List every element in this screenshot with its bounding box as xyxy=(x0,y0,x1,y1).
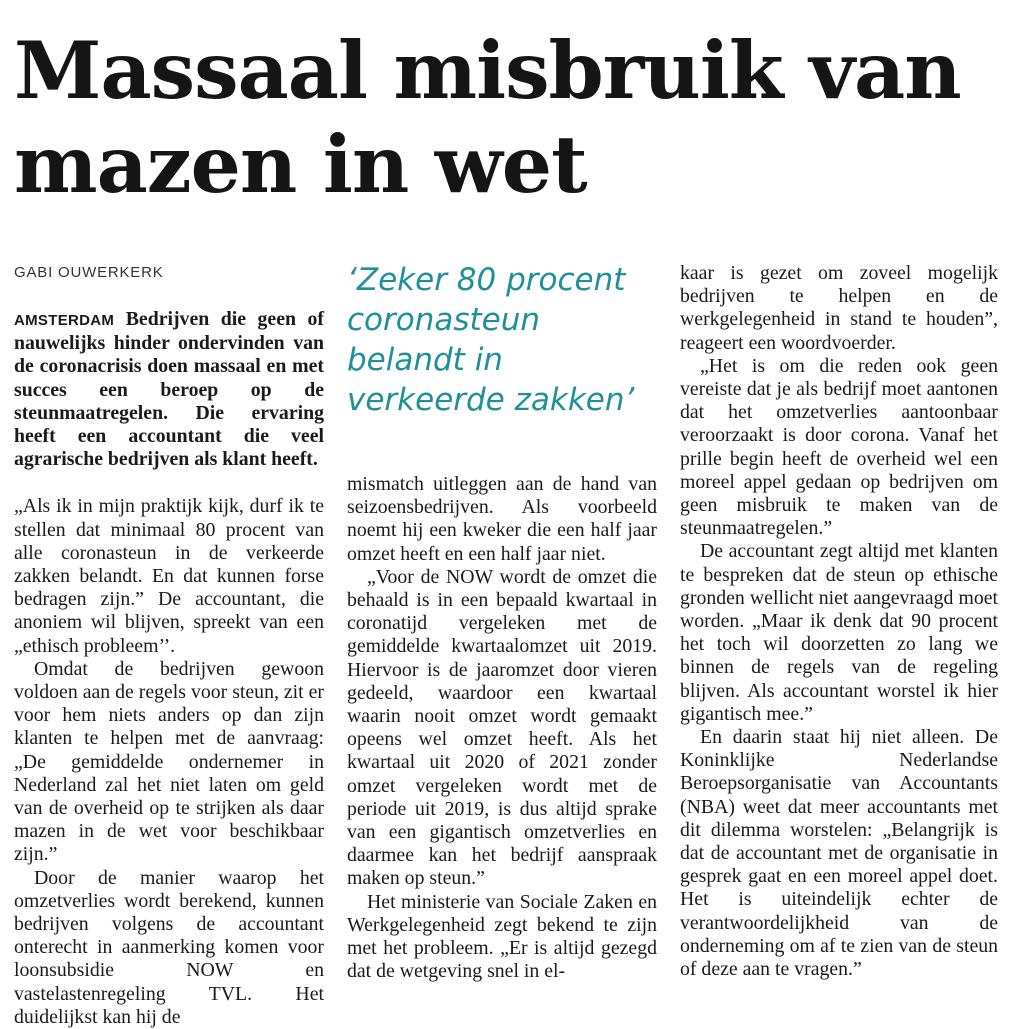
article-column-3 xyxy=(680,262,998,981)
lead-paragraph xyxy=(14,308,324,471)
body-paragraph: Omdat de bedrijven gewoon voldoen aan de regels voor steun, zit er voor hem niets anders op dan zijn klanten te helpen met de aanvraag: „De gemiddelde ondernemer in Nederland zal het niet laten om geld van de overheid op te strijken als daar mazen in de wet voor beschikbaar zijn.” xyxy=(14,657,324,866)
body-paragraph: „Voor de NOW wordt de omzet die behaald is in een bepaald kwartaal in coronatijd vergeleken met de gemiddelde kwartaalomzet uit 2019. Hiervoor is de jaaromzet door vieren gedeeld, waardoor een kwartaal waarin nooit omzet wordt gemaakt opeens wel omzet heeft. Als het kwartaal uit 2020 of 2021 zonder omzet vergeleken wordt met de periode uit 2019, is dus altijd sprake van een gigantisch omzetverlies en daarmee kan het bedrijf aanspraak maken op steun.” xyxy=(347,565,657,890)
body-paragraph: mismatch uitleggen aan de hand van seizoensbedrijven. Als voorbeeld noemt hij een kweker die een half jaar omzet heeft en een half jaar niet. xyxy=(347,473,657,565)
body-paragraph: „Het is om die reden ook geen vereiste dat je als bedrijf moet aantonen dat het omzetverlies aantoonbaar veroorzaakt is door corona. Vanaf het prille begin heeft de overheid wel een moreel appel gedaan op bedrijven om geen misbruik te maken van de steunmaatregelen.” xyxy=(680,354,998,540)
body-paragraph: Het ministerie van Sociale Zaken en Werkgelegenheid zegt bekend te zijn met het probleem. „Er is altijd gezegd dat de wetgeving snel in el- xyxy=(347,890,657,983)
body-paragraph: kaar is gezet om zoveel mogelijk bedrijven te helpen en de werkgelegenheid in stand te houden”, reageert een woordvoerder. xyxy=(680,262,998,354)
dateline: AMSTERDAM xyxy=(14,312,115,329)
lead-text: Bedrijven die geen of nauwelijks hinder ondervinden van de coronacrisis doen massaal en met succes een beroep op de steunmaatregelen. Die ervaring heeft een accountant die veel agrarische bedrijven als klant heeft. xyxy=(14,308,324,471)
headline: Massaal misbruik van mazen in wet xyxy=(14,24,961,211)
byline: GABI OUWERKERK xyxy=(14,264,164,281)
body-paragraph: Door de manier waarop het omzetverlies wordt berekend, kunnen bedrijven volgens de accountant onterecht in aanmerking komen voor loonsubsidie NOW en vastelastenregeling TVL. Het duidelijkst kan hij de xyxy=(14,866,324,1028)
article-column-2 xyxy=(347,473,657,983)
body-paragraph: De accountant zegt altijd met klanten te bespreken dat de steun op ethische gronden wellicht niet aangevraagd moet worden. „Maar ik denk dat 90 procent het toch wil doorzetten zo lang we binnen de regels van de regeling blijven. Als accountant worstel ik hier gigantisch mee.” xyxy=(680,540,998,725)
body-paragraph: „Als ik in mijn praktijk kijk, durf ik te stellen dat minimaal 80 procent van alle coronasteun in de verkeerde zakken belandt. En dat kunnen forse bedragen zijn.” De accountant, die anoniem wil blijven, spreekt van een „ethisch probleem’’. xyxy=(14,495,324,657)
body-paragraph: En daarin staat hij niet alleen. De Koninklijke Nederlandse Beroepsorganisatie van Accountants (NBA) weet dat meer accountants met dit dilemma worstelen: „Belangrijk is dat de accountant met de organisatie in gesprek gaat en een moreel appel doet. Het is uiteindelijk echter de verantwoordelijkheid van de onderneming om af te zien van de steun of deze aan te vragen.” xyxy=(680,726,998,981)
article-column-1 xyxy=(14,308,324,1029)
pull-quote: ‘Zeker 80 procent coronasteun belandt in verkeerde zakken’ xyxy=(347,262,635,418)
